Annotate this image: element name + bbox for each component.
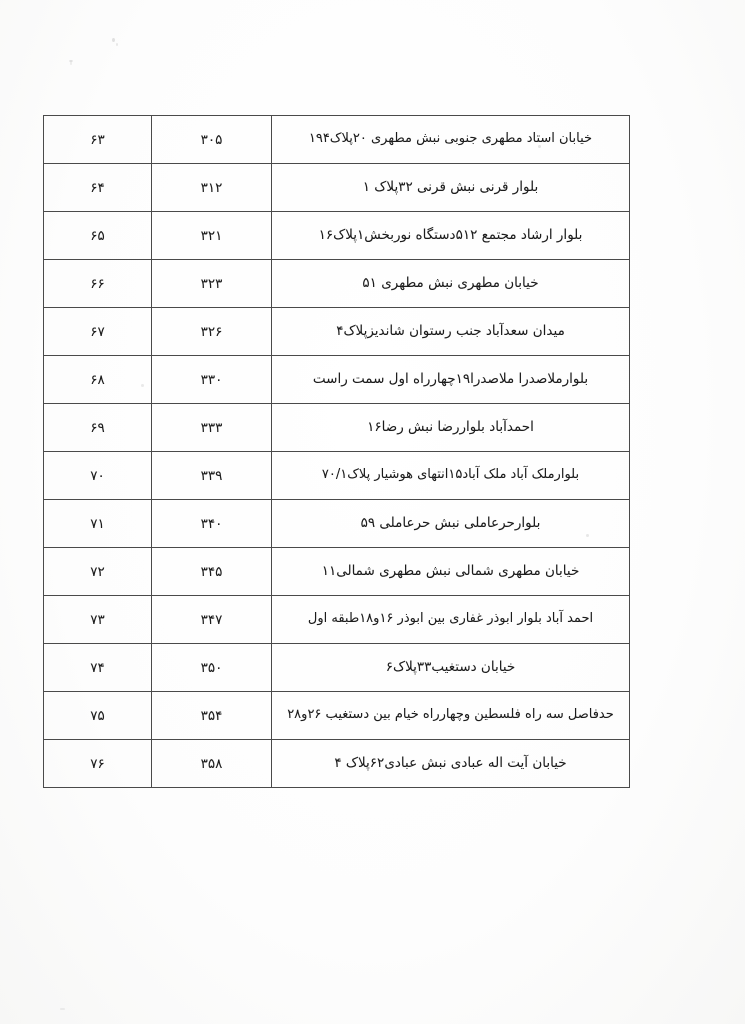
cell-text-index: ۷۲	[90, 563, 105, 580]
table-cell-index	[44, 212, 152, 260]
cell-text-code: ۳۲۱	[200, 227, 223, 244]
cell-text-index: ۷۳	[90, 611, 105, 628]
cell-text-code: ۳۴۵	[200, 563, 223, 580]
table-cell-address	[272, 260, 630, 308]
table-cell-address	[272, 356, 630, 404]
table-cell-code	[152, 692, 272, 740]
cell-text-address: بلوارملاصدرا ملاصدرا۱۹چهارراه اول سمت راست	[312, 370, 589, 387]
cell-text-index: ۶۶	[90, 275, 105, 292]
cell-text-address: خیابان مطهری شمالی نبش مطهری شمالی۱۱	[321, 562, 580, 579]
cell-text-address: خیابان مطهری نبش مطهری ۵۱	[362, 274, 539, 291]
cell-text-code: ۳۴۰	[200, 515, 223, 532]
scan-artifact-speckle	[60, 1008, 65, 1010]
table-row	[44, 596, 630, 644]
table-cell-index	[44, 308, 152, 356]
cell-text-index: ۷۴	[90, 659, 105, 676]
cell-text-index: ۶۳	[90, 131, 105, 148]
cell-text-code: ۳۲۳	[200, 275, 223, 292]
scan-artifact-speckle	[116, 43, 118, 46]
cell-text-code: ۳۵۰	[200, 659, 223, 676]
cell-text-code: ۳۲۶	[200, 323, 223, 340]
table-cell-index	[44, 548, 152, 596]
table-cell-index	[44, 692, 152, 740]
table-row	[44, 692, 630, 740]
table-cell-index	[44, 260, 152, 308]
table-row	[44, 260, 630, 308]
table-cell-index	[44, 644, 152, 692]
cell-text-address: خیابان استاد مطهری جنوبی نبش مطهری ۲۰پلاک۱۹۴	[308, 131, 593, 147]
table-row	[44, 308, 630, 356]
table-cell-index	[44, 404, 152, 452]
cell-text-address: حدفاصل سه راه فلسطین وچهارراه خیام بین دستغیب ۲۶و۲۸	[287, 707, 614, 723]
table-row	[44, 740, 630, 788]
table-cell-code	[152, 212, 272, 260]
address-table	[43, 115, 630, 788]
table-cell-code	[152, 116, 272, 164]
cell-text-code: ۳۳۹	[200, 467, 223, 484]
cell-text-index: ۶۵	[90, 227, 105, 244]
table-cell-code	[152, 260, 272, 308]
table-row	[44, 452, 630, 500]
scan-artifact-speckle	[112, 38, 115, 42]
cell-text-address: بلوارملک آباد ملک آباد۱۵انتهای هوشیار پلاک۷۰/۱	[321, 467, 580, 483]
cell-text-address: بلوار ارشاد مجتمع ۵۱۲دستگاه نوربخش۱پلاک۱۶	[318, 226, 583, 243]
table-cell-code	[152, 644, 272, 692]
table-row	[44, 500, 630, 548]
table-cell-address	[272, 644, 630, 692]
table-cell-index	[44, 740, 152, 788]
table-cell-address	[272, 452, 630, 500]
table-row	[44, 116, 630, 164]
table-cell-index	[44, 356, 152, 404]
cell-text-code: ۳۴۷	[200, 611, 223, 628]
cell-text-address: بلوارحرعاملی نبش حرعاملی ۵۹	[360, 514, 541, 531]
table-cell-code	[152, 500, 272, 548]
table-row	[44, 404, 630, 452]
table-cell-address	[272, 308, 630, 356]
table-cell-index	[44, 164, 152, 212]
table-cell-code	[152, 308, 272, 356]
table-row	[44, 548, 630, 596]
cell-text-address: احمدآباد بلواررضا نبش رضا۱۶	[367, 418, 534, 435]
table-cell-code	[152, 740, 272, 788]
table-cell-address	[272, 116, 630, 164]
scan-artifact-speckle	[70, 60, 72, 65]
cell-text-code: ۳۱۲	[200, 179, 223, 196]
table-cell-code	[152, 356, 272, 404]
cell-text-code: ۳۳۳	[200, 419, 223, 436]
table-cell-address	[272, 692, 630, 740]
table-cell-code	[152, 164, 272, 212]
cell-text-address: احمد آباد بلوار ابوذر غفاری بین ابوذر ۱۶و۱۸طبقه اول	[307, 611, 594, 627]
table-cell-code	[152, 404, 272, 452]
table-cell-address	[272, 212, 630, 260]
table-cell-code	[152, 596, 272, 644]
table-row	[44, 212, 630, 260]
cell-text-index: ۷۶	[90, 755, 105, 772]
cell-text-code: ۳۰۵	[200, 131, 223, 148]
table-cell-address	[272, 548, 630, 596]
cell-text-address: بلوار قرنی نبش قرنی ۳۲پلاک ۱	[362, 178, 539, 195]
address-table-body	[44, 116, 630, 788]
table-row	[44, 164, 630, 212]
cell-text-index: ۶۸	[90, 371, 105, 388]
cell-text-index: ۶۹	[90, 419, 105, 436]
cell-text-index: ۷۰	[90, 467, 105, 484]
cell-text-address: خیابان دستغیب۳۳پلاک۶	[385, 658, 516, 675]
table-cell-address	[272, 596, 630, 644]
cell-text-code: ۳۵۴	[200, 707, 223, 724]
cell-text-code: ۳۳۰	[200, 371, 223, 388]
table-cell-index	[44, 452, 152, 500]
table-cell-address	[272, 404, 630, 452]
table-row	[44, 356, 630, 404]
cell-text-index: ۶۴	[90, 179, 105, 196]
cell-text-code: ۳۵۸	[200, 755, 223, 772]
table-cell-address	[272, 164, 630, 212]
table-cell-index	[44, 500, 152, 548]
table-cell-code	[152, 452, 272, 500]
cell-text-address: میدان سعدآباد جنب رستوان شاندیزپلاک۴	[336, 322, 565, 339]
table-row	[44, 644, 630, 692]
cell-text-index: ۶۷	[90, 323, 105, 340]
cell-text-address: خیابان آیت اله عبادی نبش عبادی۶۲پلاک ۴	[334, 754, 567, 771]
cell-text-index: ۷۵	[90, 707, 105, 724]
table-cell-index	[44, 116, 152, 164]
table-cell-address	[272, 500, 630, 548]
table-cell-address	[272, 740, 630, 788]
table-cell-index	[44, 596, 152, 644]
cell-text-index: ۷۱	[90, 515, 105, 532]
table-cell-code	[152, 548, 272, 596]
